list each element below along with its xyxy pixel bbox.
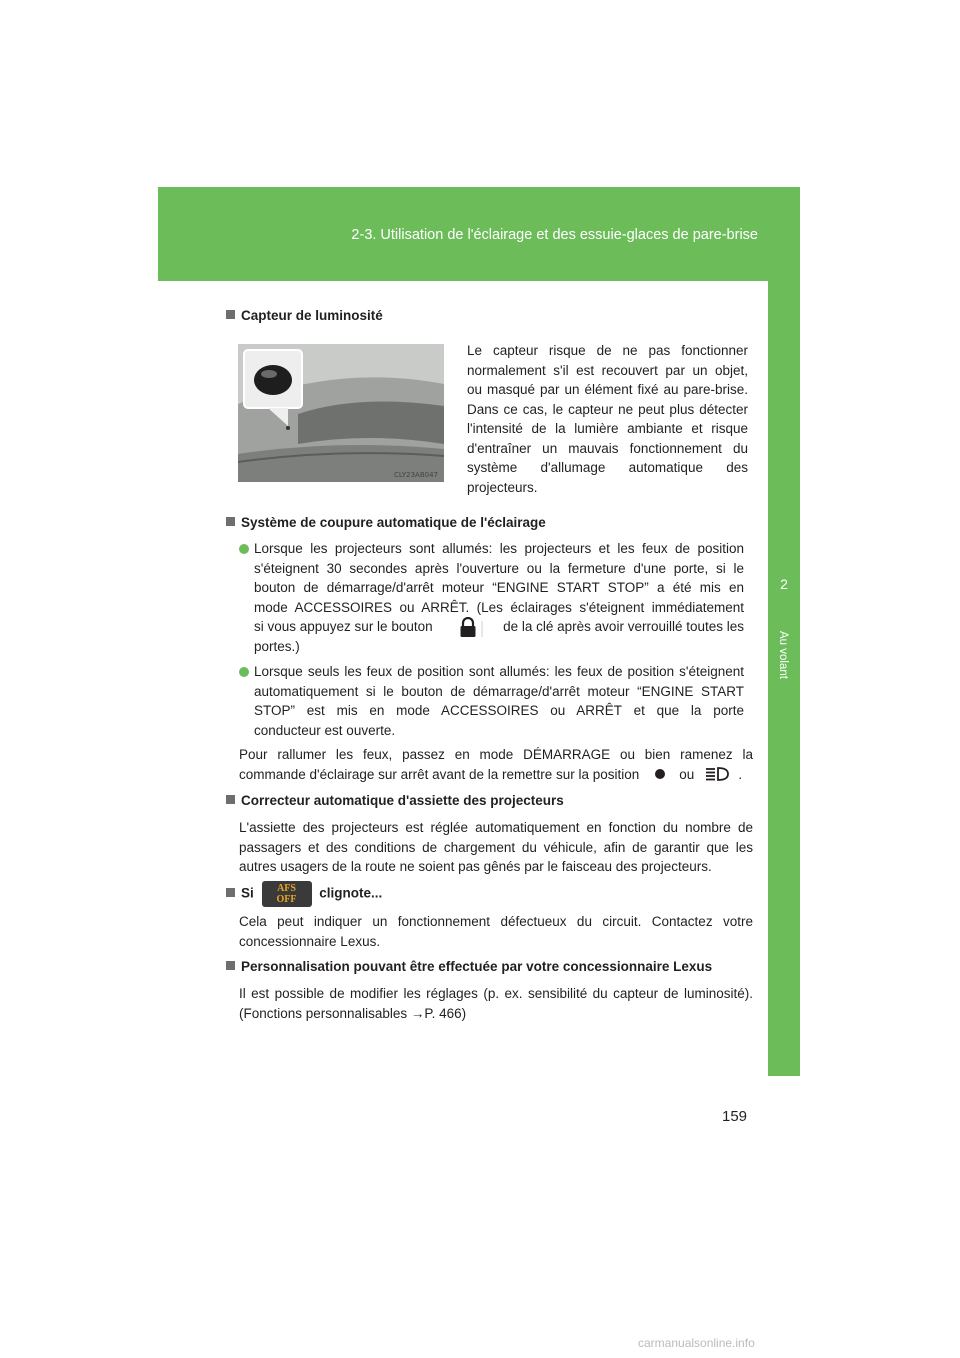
arrow-icon: → <box>410 1005 425 1021</box>
section-title-correcteur: Correcteur automatique d'assiette des projecteurs <box>226 793 564 808</box>
afs-text: Cela peut indiquer un fonctionnement défectueux du circuit. Contactez votre concessionnaire Lexus. <box>239 914 753 949</box>
capteur-text: Le capteur risque de ne pas fonctionner normalement s'il est recouvert par un objet, ou masqué par un élément fixé au pare-brise. Dans ce cas, le capteur ne peut plus détecter l'intensité de la lumière ambiante et risque d'entraîner un mauvais fonctionnement du système d'allumage automatique des projecteurs. <box>467 343 748 495</box>
coupure-bullet-2: Lorsque seuls les feux de position sont allumés: les feux de position s'éteignent automatiquement si le bouton de démarrage/d'arrêt moteur “ENGINE START STOP” est mis en mode ACCESSOIRES ou ARRÊT et que la porte conducteur est ouverte. <box>254 664 744 738</box>
watermark: carmanualsonline.info <box>638 1336 755 1350</box>
chapter-header <box>158 187 800 281</box>
square-bullet-icon <box>226 795 235 804</box>
lock-icon <box>453 617 483 637</box>
sensor-photo <box>238 344 444 482</box>
correcteur-text: L'assiette des projecteurs est réglée automatiquement en fonction du nombre de passagers et des conditions de chargement du véhicule, afin de garantir que les autres usagers de la route ne soient pas gênés par le faisceau des projecteurs. <box>239 820 753 874</box>
coupure-paragraph: Pour rallumer les feux, passez en mode DÉMARRAGE ou bien ramenez la commande d'éclairage sur arrêt avant de la remettre sur la position ou . <box>239 747 753 782</box>
coupure-bullet-1: Lorsque les projecteurs sont allumés: les projecteurs et les feux de position s'éteignent 30 secondes après l'ouverture ou la fermeture d'une porte, si le bouton de démarrage/d'arrêt moteur “ENGINE START STOP” a été mis en mode ACCESSOIRES ou ARRÊT. (Les éclairages s'éteignent immédiatement si vous appuyez sur le bouton de la clé après avoir verrouillé toutes les portes.) <box>254 541 744 654</box>
windshield-sensor-illustration <box>238 344 444 482</box>
parking-light-icon <box>653 767 667 781</box>
bullet-icon <box>239 544 249 554</box>
headlight-icon <box>704 766 730 782</box>
section-title-capteur: Capteur de luminosité <box>226 308 383 323</box>
section-title-coupure: Système de coupure automatique de l'éclairage <box>226 515 546 530</box>
square-bullet-icon <box>226 888 235 897</box>
square-bullet-icon <box>226 961 235 970</box>
square-bullet-icon <box>226 310 235 319</box>
chapter-label: Au volant <box>777 631 789 679</box>
chapter-title: 2-3. Utilisation de l'éclairage et des essuie-glaces de pare-brise <box>351 227 758 243</box>
page-link[interactable]: P. 466) <box>424 1005 467 1021</box>
perso-text: Il est possible de modifier les réglages (p. ex. sensibilité du capteur de luminosité). (Fonctions personnalisables →P. 466) <box>239 986 753 1021</box>
chapter-number: 2 <box>780 576 788 592</box>
afs-off-indicator-icon: AFS OFF <box>262 881 312 907</box>
image-code: CLY23AB047 <box>394 471 438 479</box>
section-title-afs: Si AFS OFF clignote... <box>226 881 382 907</box>
page-number: 159 <box>722 1108 748 1125</box>
square-bullet-icon <box>226 517 235 526</box>
side-tab <box>768 281 800 1076</box>
section-title-perso: Personnalisation pouvant être effectuée par votre concessionnaire Lexus <box>226 959 712 974</box>
bullet-icon <box>239 667 249 677</box>
